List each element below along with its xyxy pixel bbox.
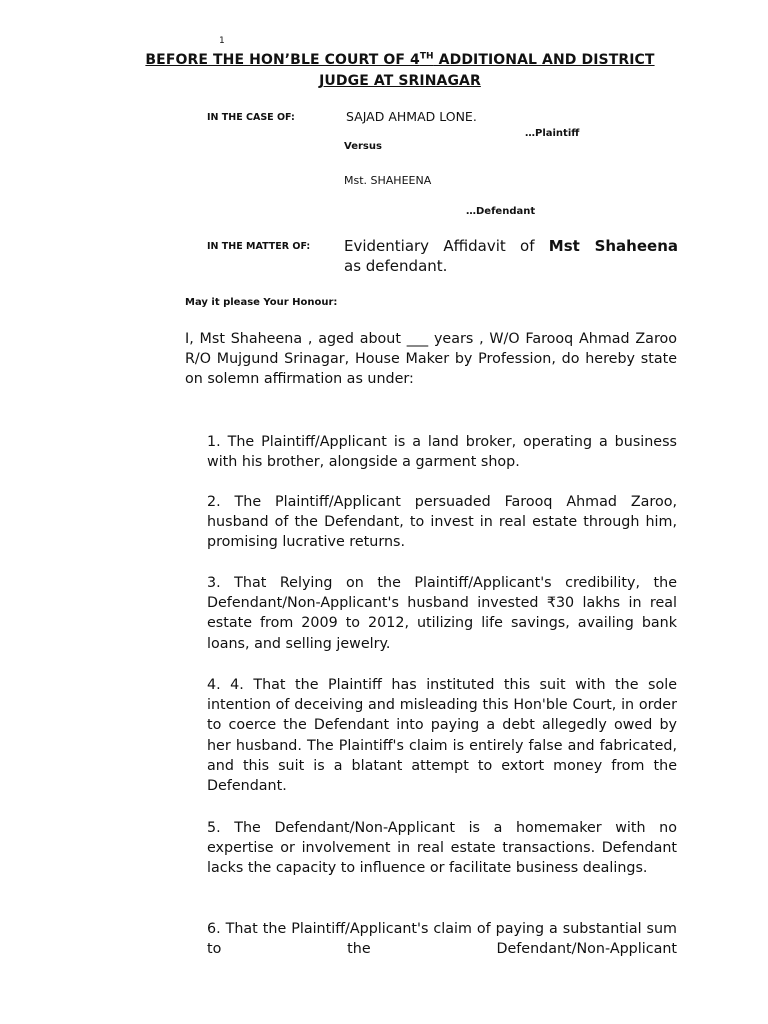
matter-text-line-2: as defendant. — [344, 257, 448, 275]
case-label: IN THE CASE OF: — [207, 112, 295, 123]
court-heading-line-1 — [100, 52, 700, 68]
heading-superscript: TH — [419, 51, 434, 62]
heading-text-cont: ADDITIONAL AND DISTRICT — [433, 52, 655, 68]
versus: Versus — [344, 141, 382, 152]
paragraph-3: 3. That Relying on the Plaintiff/Applicant's credibility, the Defendant/Non-Applicant's husband invested ₹30 lakhs in real estate from 2009 to 2012, utilizing life savings, availing bank loans, and selling jewelry. — [207, 575, 677, 652]
paragraph-5: 5. The Defendant/Non-Applicant is a homemaker with no expertise or involvement in real estate transactions. Defendant lacks the capacity to influence or facilitate business dealings. — [207, 820, 677, 877]
court-heading-line-2: JUDGE AT SRINAGAR — [319, 73, 481, 89]
salutation: May it please Your Honour: — [185, 297, 338, 308]
matter-text-line-1 — [344, 236, 678, 257]
defendant-role: …Defendant — [466, 206, 536, 217]
paragraph-2: 2. The Plaintiff/Applicant persuaded Farooq Ahmad Zaroo, husband of the Defendant, to invest in real estate through him, promising lucrative returns. — [207, 494, 677, 551]
heading-text: BEFORE THE HON’BLE COURT OF 4 — [145, 52, 420, 68]
plaintiff-role: …Plaintiff — [525, 128, 580, 139]
paragraph-6: 6. That the Plaintiff/Applicant's claim of paying a substantial sum to the Defendant/Non-Applicant — [207, 921, 677, 958]
matter-text: Evidentiary Affidavit of — [344, 237, 549, 255]
paragraph-4: 4. 4. That the Plaintiff has instituted this suit with the sole intention of deceiving and misleading this Hon'ble Court, in order to coerce the Defendant into paying a debt allegedly owed by her husband. The Plaintiff's claim is entirely false and fabricated, and this suit is a blatant attempt to extort money from the Defendant. — [207, 677, 677, 795]
plaintiff-name: SAJAD AHMAD LONE. — [346, 109, 477, 124]
defendant-name: Mst. SHAHEENA — [344, 174, 432, 187]
matter-bold-name: Mst Shaheena — [548, 237, 678, 255]
paragraph-1: 1. The Plaintiff/Applicant is a land broker, operating a business with his brother, alongside a garment shop. — [207, 434, 677, 471]
intro-paragraph: I, Mst Shaheena , aged about ___ years , W/O Farooq Ahmad Zaroo R/O Mujgund Srinagar, House Maker by Profession, do hereby state on solemn affirmation as under: — [185, 331, 677, 388]
matter-label: IN THE MATTER OF: — [207, 241, 311, 252]
page-number: 1 — [219, 36, 225, 46]
